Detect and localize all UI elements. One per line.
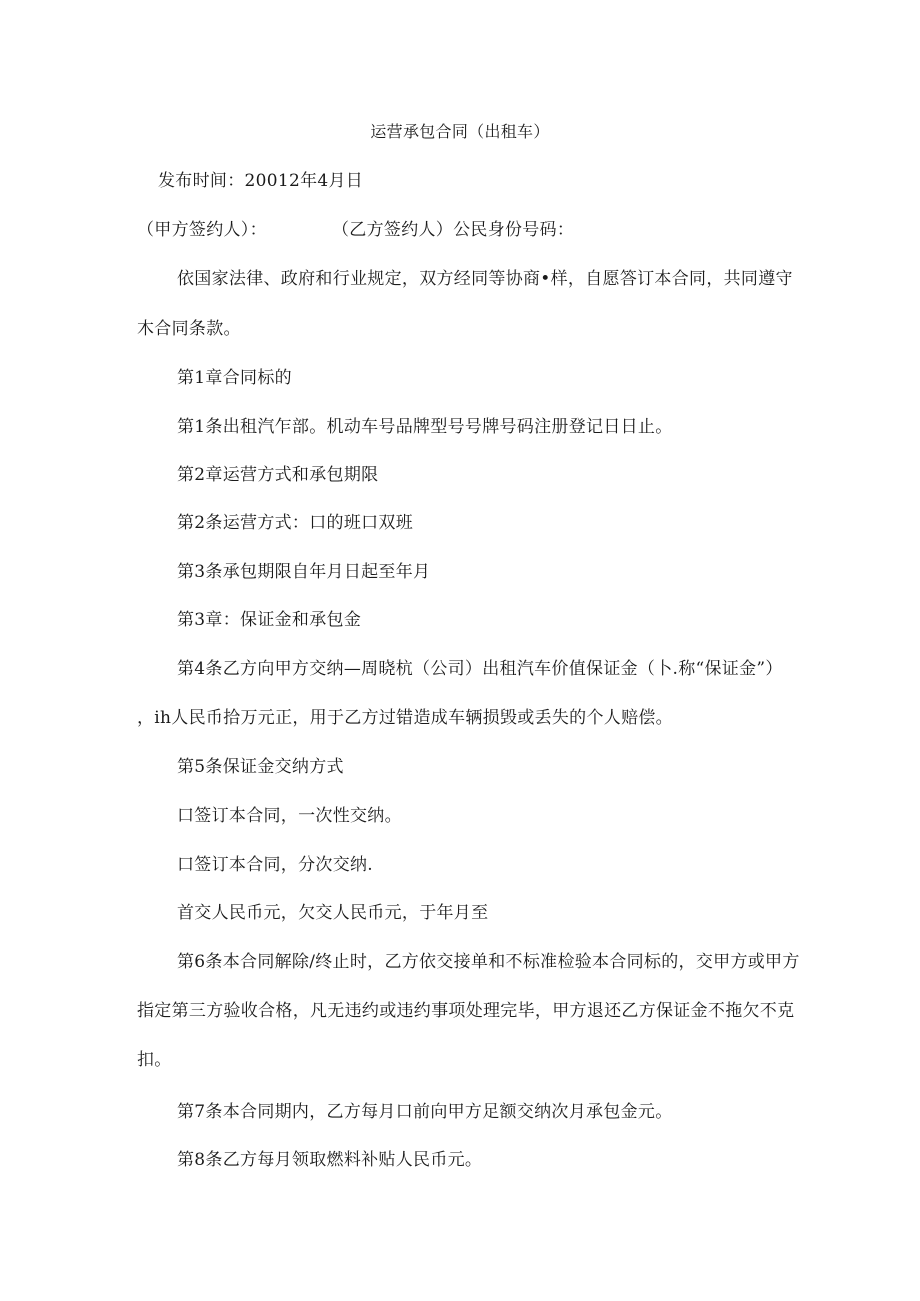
article-continuation: 指定第三方验收合格，凡无违约或违约事项处理完毕，甲方退还乙方保证金不拖欠不克 — [137, 1001, 795, 1021]
party-b-label: （乙方签约人）公民身份号码： — [332, 220, 575, 240]
article: 第7条本合同期内，乙方每月口前向甲方足额交纳次月承包金元。 — [177, 1102, 673, 1122]
article-continuation: 扣。 — [137, 1050, 172, 1070]
installment-line: 首交人民币元，欠交人民币元，于年月至 — [177, 903, 489, 923]
chapter-heading: 第3章：保证金和承包金 — [177, 610, 362, 630]
article: 第4条乙方向甲方交纳—周晓杭（公司）出租汽车价值保证金（卜.称“保证金”） — [177, 659, 783, 679]
checkbox-option: 口签订本合同，分次交纳. — [177, 855, 374, 875]
chapter-heading: 第1章合同标的 — [177, 368, 292, 388]
article: 第5条保证金交纳方式 — [177, 757, 344, 777]
article: 第6条本合同解除/终止时，乙方依交接单和不标准检验本合同标的，交甲方或甲方 — [177, 952, 800, 972]
paragraph: 木合同条款。 — [137, 319, 241, 339]
article: 第1条出租汽乍部。机动车号品牌型号号牌号码注册登记日日止。 — [177, 417, 673, 437]
publish-date: 发布时间：20012年4月日 — [158, 171, 364, 191]
document-title: 运营承包合同（出租车） — [370, 122, 550, 141]
article: 第3条承包期限自年月日起至年月 — [177, 562, 431, 582]
article: 第2条运营方式：口的班口双班 — [177, 513, 414, 533]
party-a-label: （甲方签约人）： — [137, 220, 267, 240]
chapter-heading: 第2章运营方式和承包期限 — [177, 465, 379, 485]
signatories-line — [137, 220, 575, 240]
checkbox-option: 口签订本合同，一次性交纳。 — [177, 806, 402, 826]
paragraph: 依国家法律、政府和行业规定，双方经同等协商•样，自愿答订本合同，共同遵守 — [177, 269, 793, 289]
article: 第8条乙方每月领取燃料补贴人民币元。 — [177, 1150, 483, 1170]
article-continuation: ，ih人民币拾万元正，用于乙方过错造成车辆损毁或丢失的个人赔偿。 — [137, 708, 673, 728]
